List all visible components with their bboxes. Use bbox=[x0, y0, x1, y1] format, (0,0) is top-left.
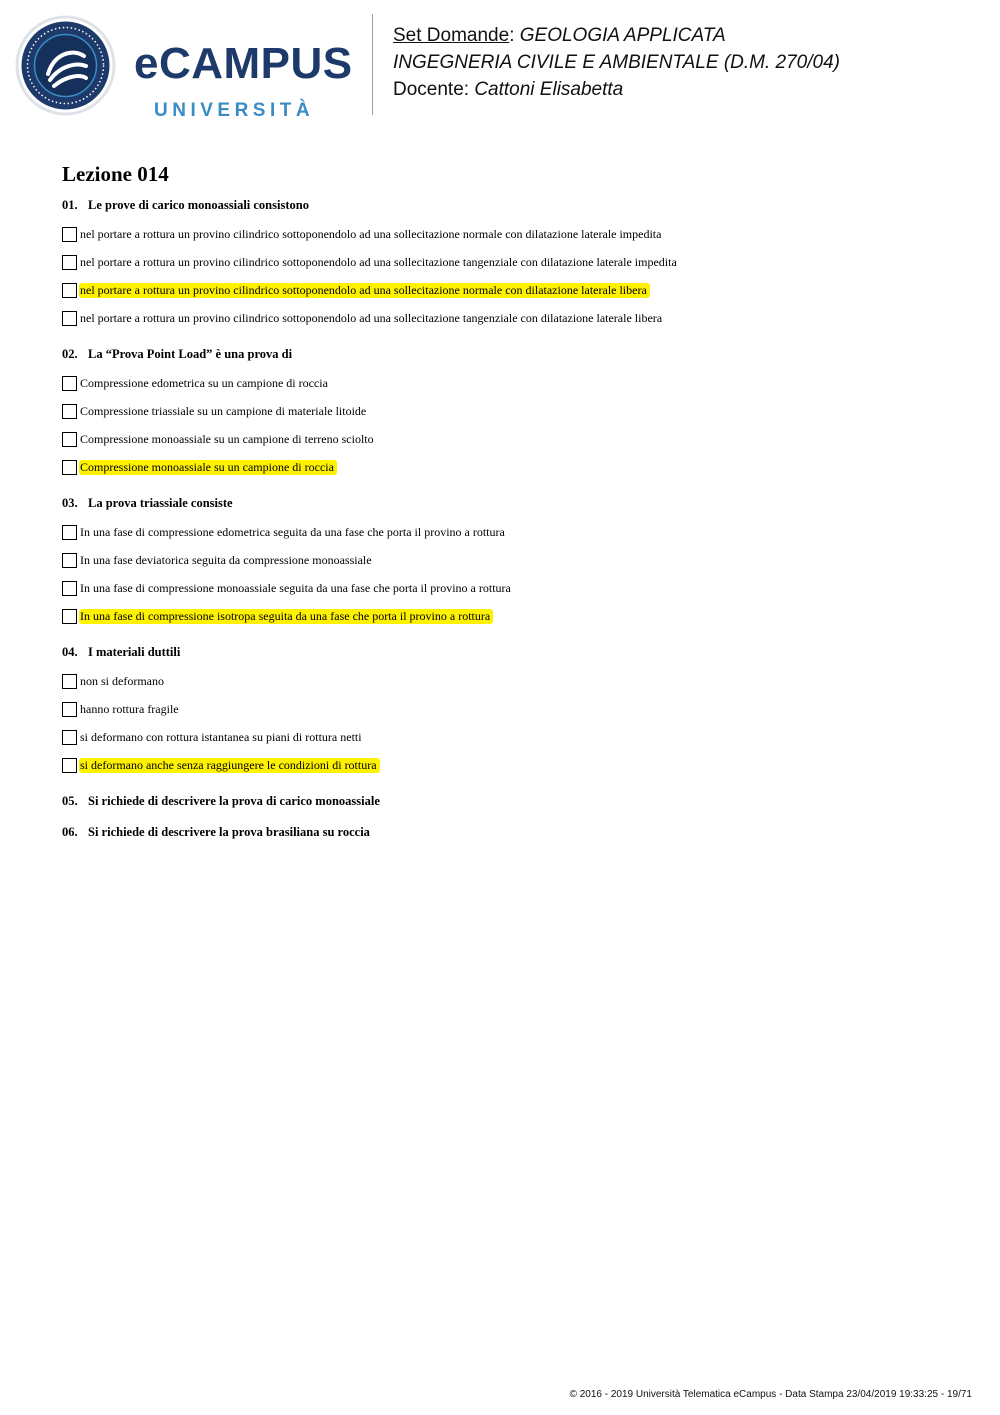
question-heading bbox=[62, 792, 942, 810]
brand-wordmark bbox=[134, 39, 359, 122]
answer-option[interactable] bbox=[62, 723, 942, 751]
set-label: Set Domande bbox=[393, 25, 510, 46]
question-text: La prova triassiale consiste bbox=[88, 496, 233, 510]
question bbox=[62, 345, 942, 481]
answer-checkbox[interactable] bbox=[62, 460, 77, 475]
answer-text-highlighted: si deformano anche senza raggiungere le condizioni di rottura bbox=[79, 758, 380, 773]
page-footer: © 2016 - 2019 Università Telematica eCampus - Data Stampa 23/04/2019 19:33:25 - 19/71 bbox=[569, 1389, 972, 1400]
answer-checkbox[interactable] bbox=[62, 227, 77, 242]
answer-checkbox[interactable] bbox=[62, 730, 77, 745]
question bbox=[62, 823, 942, 841]
question-heading bbox=[62, 643, 942, 661]
answer-option[interactable] bbox=[62, 667, 942, 695]
header-info bbox=[393, 22, 840, 103]
answer-option[interactable] bbox=[62, 276, 942, 304]
answer-text: Compressione monoassiale su un campione di terreno sciolto bbox=[80, 431, 374, 446]
question-list bbox=[62, 196, 942, 854]
answer-option[interactable] bbox=[62, 425, 942, 453]
answer-option[interactable] bbox=[62, 695, 942, 723]
answer-checkbox[interactable] bbox=[62, 283, 77, 298]
question-heading bbox=[62, 494, 942, 512]
question-number: 04. bbox=[62, 645, 78, 659]
header-divider bbox=[372, 14, 373, 115]
answer-option[interactable] bbox=[62, 574, 942, 602]
answer-checkbox[interactable] bbox=[62, 376, 77, 391]
brand-name: eCAMPUS bbox=[134, 39, 353, 88]
question bbox=[62, 494, 942, 630]
answer-checkbox[interactable] bbox=[62, 432, 77, 447]
answer-option[interactable] bbox=[62, 518, 942, 546]
answer-checkbox[interactable] bbox=[62, 581, 77, 596]
answer-checkbox[interactable] bbox=[62, 311, 77, 326]
question bbox=[62, 643, 942, 779]
question bbox=[62, 196, 942, 332]
question-number: 03. bbox=[62, 496, 78, 510]
answer-option[interactable] bbox=[62, 453, 942, 481]
answer-option[interactable] bbox=[62, 751, 942, 779]
answer-checkbox[interactable] bbox=[62, 553, 77, 568]
answer-text: In una fase di compressione edometrica seguita da una fase che porta il provino a rottura bbox=[80, 524, 505, 539]
answer-text: Compressione triassiale su un campione di materiale litoide bbox=[80, 403, 367, 418]
question-text: Le prove di carico monoassiali consistono bbox=[88, 198, 309, 212]
answer-checkbox[interactable] bbox=[62, 758, 77, 773]
answer-option[interactable] bbox=[62, 369, 942, 397]
question-text: La “Prova Point Load” è una prova di bbox=[88, 347, 293, 361]
question-text: Si richiede di descrivere la prova di carico monoassiale bbox=[88, 794, 380, 808]
answer-text-highlighted: nel portare a rottura un provino cilindrico sottoponendolo ad una sollecitazione normale con dilatazione laterale libera bbox=[79, 283, 650, 298]
answer-text: nel portare a rottura un provino cilindrico sottoponendolo ad una sollecitazione tangenziale con dilatazione laterale impedita bbox=[80, 254, 677, 269]
answer-option[interactable] bbox=[62, 220, 942, 248]
answer-checkbox[interactable] bbox=[62, 525, 77, 540]
answer-checkbox[interactable] bbox=[62, 702, 77, 717]
answer-checkbox[interactable] bbox=[62, 255, 77, 270]
set-line bbox=[393, 22, 840, 49]
ecampus-logo bbox=[14, 14, 359, 121]
question-text: I materiali duttili bbox=[88, 645, 181, 659]
answer-text-highlighted: In una fase di compressione isotropa seguita da una fase che porta il provino a rottura bbox=[79, 609, 493, 624]
answer-option[interactable] bbox=[62, 602, 942, 630]
question-number: 05. bbox=[62, 794, 78, 808]
answer-text: non si deformano bbox=[80, 673, 164, 688]
question-heading bbox=[62, 823, 942, 841]
question-number: 01. bbox=[62, 198, 78, 212]
answer-text: In una fase deviatorica seguita da compressione monoassiale bbox=[80, 552, 372, 567]
teacher-label: Docente: bbox=[393, 79, 475, 100]
question-heading bbox=[62, 345, 942, 363]
brand-subtitle: UNIVERSITÀ bbox=[154, 100, 315, 121]
course: INGEGNERIA CIVILE E AMBIENTALE (D.M. 270/04) bbox=[393, 52, 840, 73]
answer-checkbox[interactable] bbox=[62, 674, 77, 689]
set-separator: : bbox=[509, 25, 520, 46]
question-text: Si richiede di descrivere la prova brasiliana su roccia bbox=[88, 825, 370, 839]
answer-option[interactable] bbox=[62, 546, 942, 574]
answer-text: si deformano con rottura istantanea su piani di rottura netti bbox=[80, 729, 362, 744]
answer-option[interactable] bbox=[62, 304, 942, 332]
answer-option[interactable] bbox=[62, 397, 942, 425]
answer-text: nel portare a rottura un provino cilindrico sottoponendolo ad una sollecitazione tangenziale con dilatazione laterale libera bbox=[80, 310, 663, 325]
answer-text: In una fase di compressione monoassiale seguita da una fase che porta il provino a rottura bbox=[80, 580, 511, 595]
answer-checkbox[interactable] bbox=[62, 609, 77, 624]
answer-text: Compressione edometrica su un campione di roccia bbox=[80, 375, 328, 390]
answer-text: nel portare a rottura un provino cilindrico sottoponendolo ad una sollecitazione normale con dilatazione laterale impedita bbox=[80, 226, 662, 241]
question-heading bbox=[62, 196, 942, 214]
university-seal-icon bbox=[14, 14, 117, 117]
teacher-line bbox=[393, 76, 840, 103]
lesson-title: Lezione 014 bbox=[62, 162, 169, 186]
question-number: 02. bbox=[62, 347, 78, 361]
question-number: 06. bbox=[62, 825, 78, 839]
teacher-name: Cattoni Elisabetta bbox=[474, 79, 624, 100]
answer-text-highlighted: Compressione monoassiale su un campione di roccia bbox=[79, 460, 337, 475]
question bbox=[62, 792, 942, 810]
answer-checkbox[interactable] bbox=[62, 404, 77, 419]
subject: GEOLOGIA APPLICATA bbox=[519, 25, 726, 46]
answer-option[interactable] bbox=[62, 248, 942, 276]
answer-text: hanno rottura fragile bbox=[80, 701, 179, 716]
